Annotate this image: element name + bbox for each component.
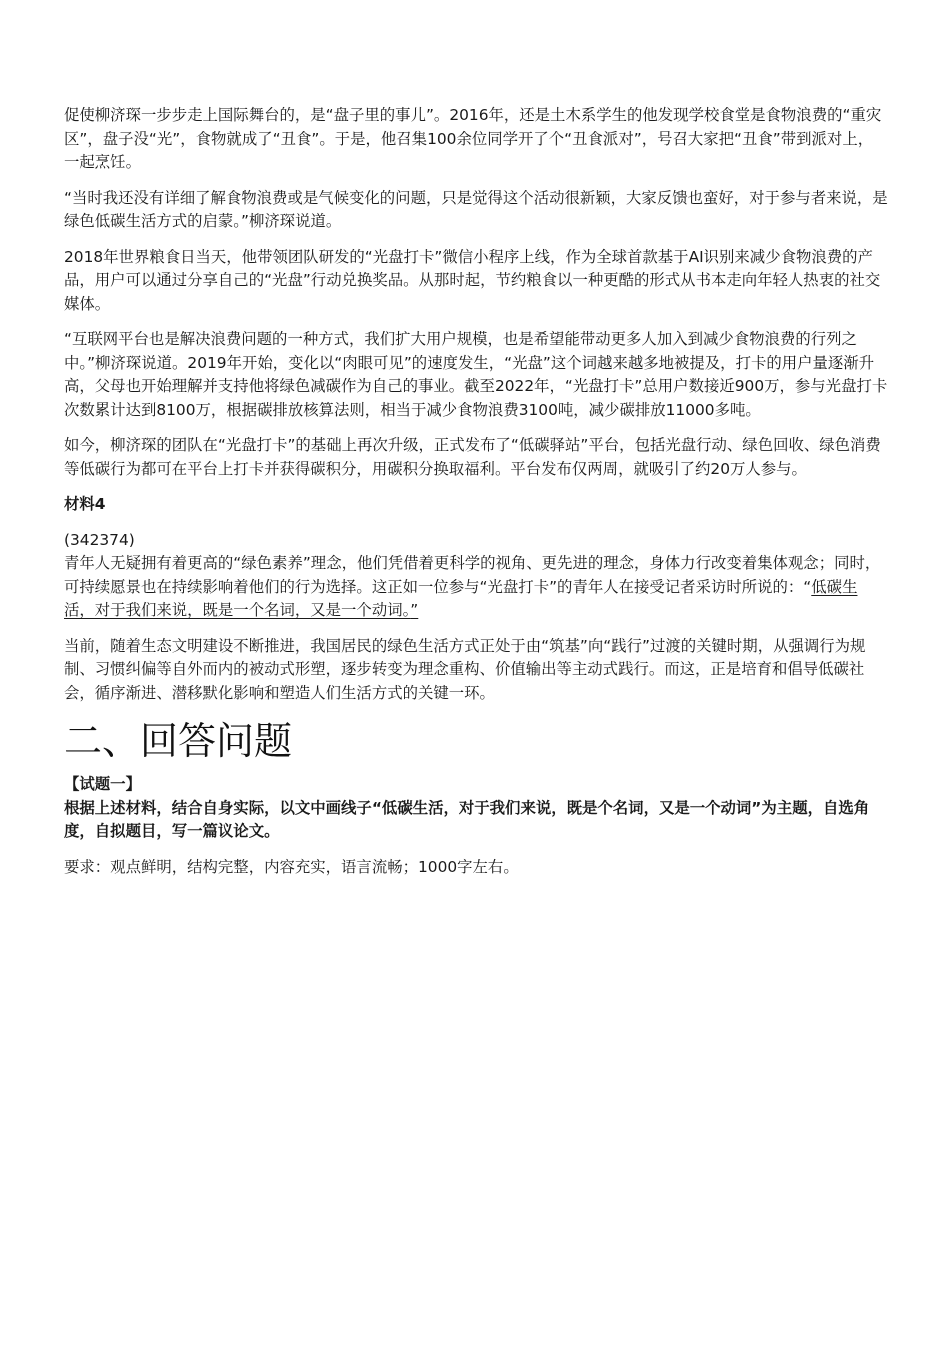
quote-close: ” [410,601,419,619]
material-4-code: (342374) [64,530,135,549]
paragraph: “当时我还没有详细了解食物浪费或是气候变化的问题，只是觉得这个活动很新颖，大家反馈也蛮好，对于参与者来说，是绿色低碳生活方式的启蒙。”柳济琛说道。 [64,188,888,230]
section-heading: 二、回答问题 [64,719,293,763]
paragraph: 如今，柳济琛的团队在“光盘打卡”的基础上再次升级，正式发布了“低碳驿站”平台，包括光盘行动、绿色回收、绿色消费等低碳行为都可在平台上打卡并获得碳积分，用碳积分换取福利。平台发布仅两周，就吸引了约20万人参与。 [64,436,881,478]
paragraph: 促使柳济琛一步步走上国际舞台的，是“盘子里的事儿”。2016年，还是土木系学生的他发现学校食堂是食物浪费的“重灾区”，盘子没“光”，食物就成了“丑食”。于是，他召集100余位同学开了个“丑食派对”，号召大家把“丑食”带到派对上，一起烹饪。 [64,106,882,171]
paragraph: “互联网平台也是解决浪费问题的一种方式，我们扩大用户规模，也是希望能带动更多人加入到减少食物浪费的行列之中。”柳济琛说道。2019年开始，变化以“肉眼可见”的速度发生，“光盘”这个词越来越多地被提及，打卡的用户量逐渐升高，父母也开始理解并支持他将绿色减碳作为自己的事业。截至2022年，“光盘打卡”总用户数接近900万，参与光盘打卡次数累计达到8100万，根据碳排放核算法则，相当于减少食物浪费3100吨，减少碳排放11000多吨。 [64,330,888,419]
question-body: 根据上述材料，结合自身实际，以文中画线子“低碳生活，对于我们来说，既是个名词，又是一个动词”为主题，自选角度，自拟题目，写一篇议论文。 [64,798,870,840]
material-4-label: 材料4 [64,495,106,513]
material-4-text: 青年人无疑拥有着更高的“绿色素养”理念，他们凭借着更科学的视角、更先进的理念，身体力行改变着集体观念；同时，可持续愿景也在持续影响着他们的行为选择。这正如一位参与“光盘打卡”的青年人在接受记者采访时所说的：“ [64,554,881,596]
material-4-paragraph [64,552,888,623]
underlined-quote: 低碳生活，对于我们来说，既是一个名词，又是一个动词。 [64,577,858,619]
question-requirement: 要求：观点鲜明，结构完整，内容充实，语言流畅；1000字左右。 [64,857,519,876]
paragraph: 2018年世界粮食日当天，他带领团队研发的“光盘打卡”微信小程序上线，作为全球首款基于AI识别来减少食物浪费的产品，用户可以通过分享自己的“光盘”行动兑换奖品。从那时起，节约粮食以一种更酷的形式从书本走向年轻人热衷的社交媒体。 [64,247,881,313]
document-page [64,104,888,891]
paragraph: 当前，随着生态文明建设不断推进，我国居民的绿色生活方式正处于由“筑基”向“践行”过渡的关键时期，从强调行为规制、习惯纠偏等自外而内的被动式形塑，逐步转变为理念重构、价值输出等主动式践行。而这，正是培育和倡导低碳社会，循序渐进、潜移默化影响和塑造人们生活方式的关键一环。 [64,636,866,702]
question-title: 【试题一】 [64,775,141,793]
